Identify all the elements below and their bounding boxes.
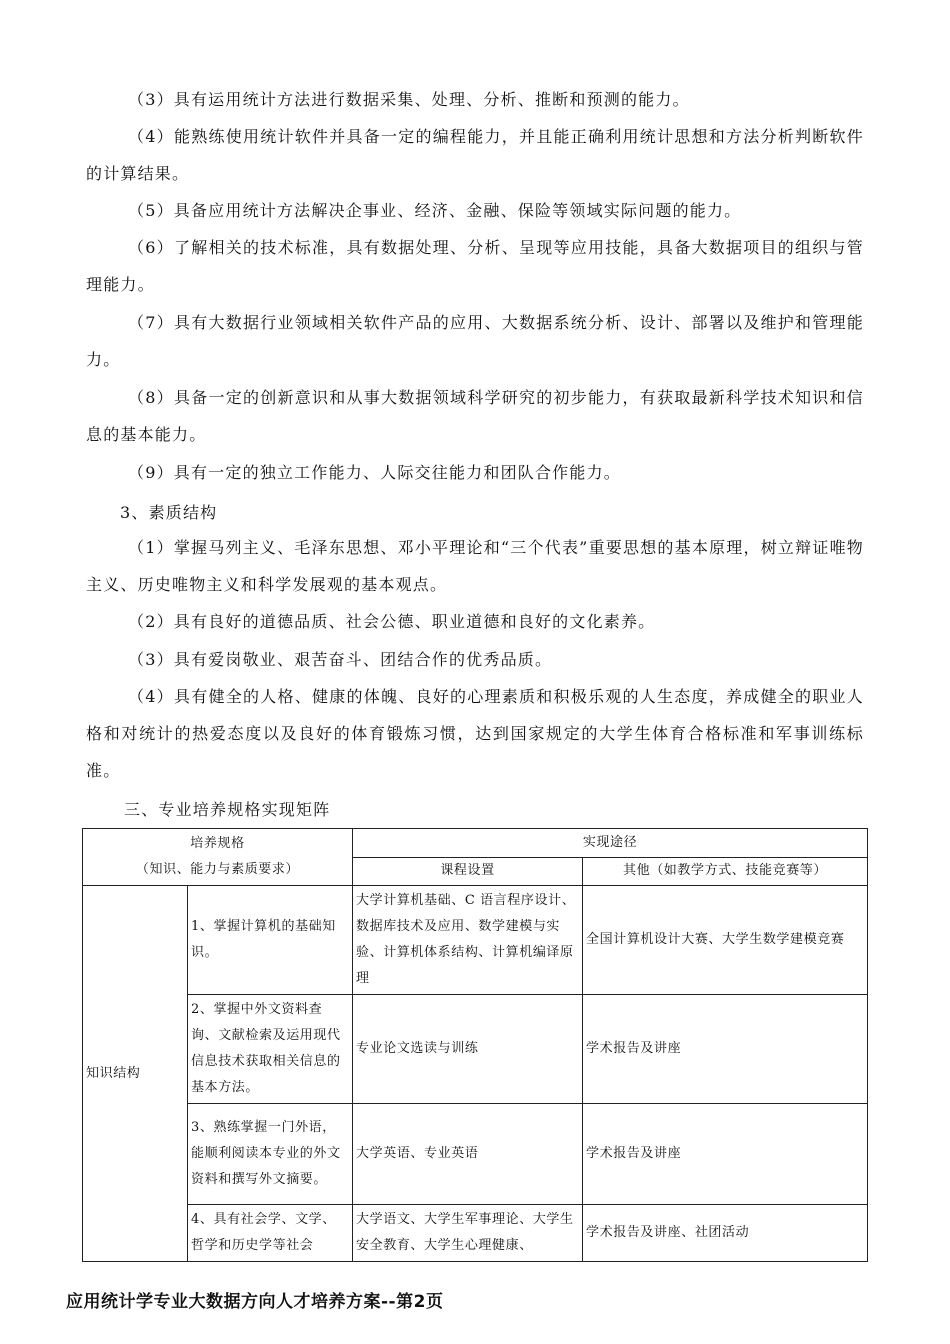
header-courses: 课程设置 [353,857,583,886]
header-spec-subtitle: （知识、能力与素质要求） [135,862,300,877]
ability-item-9: （9）具有一定的独立工作能力、人际交往能力和团队合作能力。 [128,463,621,482]
table-header-row [83,829,868,858]
ability-item-3: （3）具有运用统计方法进行数据采集、处理、分析、推断和预测的能力。 [128,90,690,109]
quality-item-4: （4）具有健全的人格、健康的体魄、良好的心理素质和积极乐观的人生态度，养成健全的职业人格和对统计的热爱态度以及良好的体育锻炼习惯，达到国家规定的大学生体育合格标准和军事训练标准。 [86,687,864,780]
header-spec [83,829,353,886]
ability-item-7: （7）具有大数据行业领域相关软件产品的应用、大数据系统分析、设计、部署以及维护和管理能力。 [86,313,864,369]
other-cell: 学术报告及讲座 [583,1104,868,1205]
table-row [83,886,868,995]
quality-item-2: （2）具有良好的道德品质、社会公德、职业道德和良好的文化素养。 [128,612,656,631]
courses-cell: 大学英语、专业英语 [353,1104,583,1205]
requirement-cell: 3、熟练掌握一门外语，能顺利阅读本专业的外文资料和撰写外文摘要。 [188,1104,353,1205]
courses-cell: 大学计算机基础、C 语言程序设计、数据库技术及应用、数学建模与实验、计算机体系结构、计算机编译原理 [353,886,583,995]
requirement-cell: 4、具有社会学、文学、哲学和历史学等社会 [188,1205,353,1262]
courses-cell: 大学语文、大学生军事理论、大学生安全教育、大学生心理健康、 [353,1205,583,1262]
quality-item-1: （1）掌握马列主义、毛泽东思想、邓小平理论和“三个代表”重要思想的基本原理，树立辩证唯物主义、历史唯物主义和科学发展观的基本观点。 [86,538,864,594]
matrix-heading: 三、专业培养规格实现矩阵 [124,800,331,819]
table-row [83,995,868,1104]
ability-item-6: （6）了解相关的技术标准，具有数据处理、分析、呈现等应用技能，具备大数据项目的组织与管理能力。 [86,238,864,294]
group-label-knowledge: 知识结构 [83,886,188,1262]
courses-cell: 专业论文选读与训练 [353,995,583,1104]
ability-item-5: （5）具备应用统计方法解决企事业、经济、金融、保险等领域实际问题的能力。 [128,201,742,220]
quality-item-3: （3）具有爱岗敬业、艰苦奋斗、团结合作的优秀品质。 [128,650,553,669]
header-other: 其他（如教学方式、技能竞赛等） [583,857,868,886]
training-matrix-table [82,828,868,1262]
requirement-cell: 1、掌握计算机的基础知识。 [188,886,353,995]
table-row [83,1205,868,1262]
page-footer: 应用统计学专业大数据方向人才培养方案--第2页 [66,1292,444,1312]
other-cell: 全国计算机设计大赛、大学生数学建模竞赛 [583,886,868,995]
header-spec-title: 培养规格 [190,836,245,851]
header-path: 实现途径 [353,829,868,858]
ability-item-4: （4）能熟练使用统计软件并具备一定的编程能力，并且能正确利用统计思想和方法分析判断软件的计算结果。 [86,127,864,183]
section-heading-quality: 3、素质结构 [120,503,218,522]
other-cell: 学术报告及讲座、社团活动 [583,1205,868,1262]
requirement-cell: 2、掌握中外文资料查询、文献检索及运用现代信息技术获取相关信息的基本方法。 [188,995,353,1104]
table-row [83,1104,868,1205]
ability-item-8: （8）具备一定的创新意识和从事大数据领域科学研究的初步能力，有获取最新科学技术知识和信息的基本能力。 [86,388,864,444]
other-cell: 学术报告及讲座 [583,995,868,1104]
